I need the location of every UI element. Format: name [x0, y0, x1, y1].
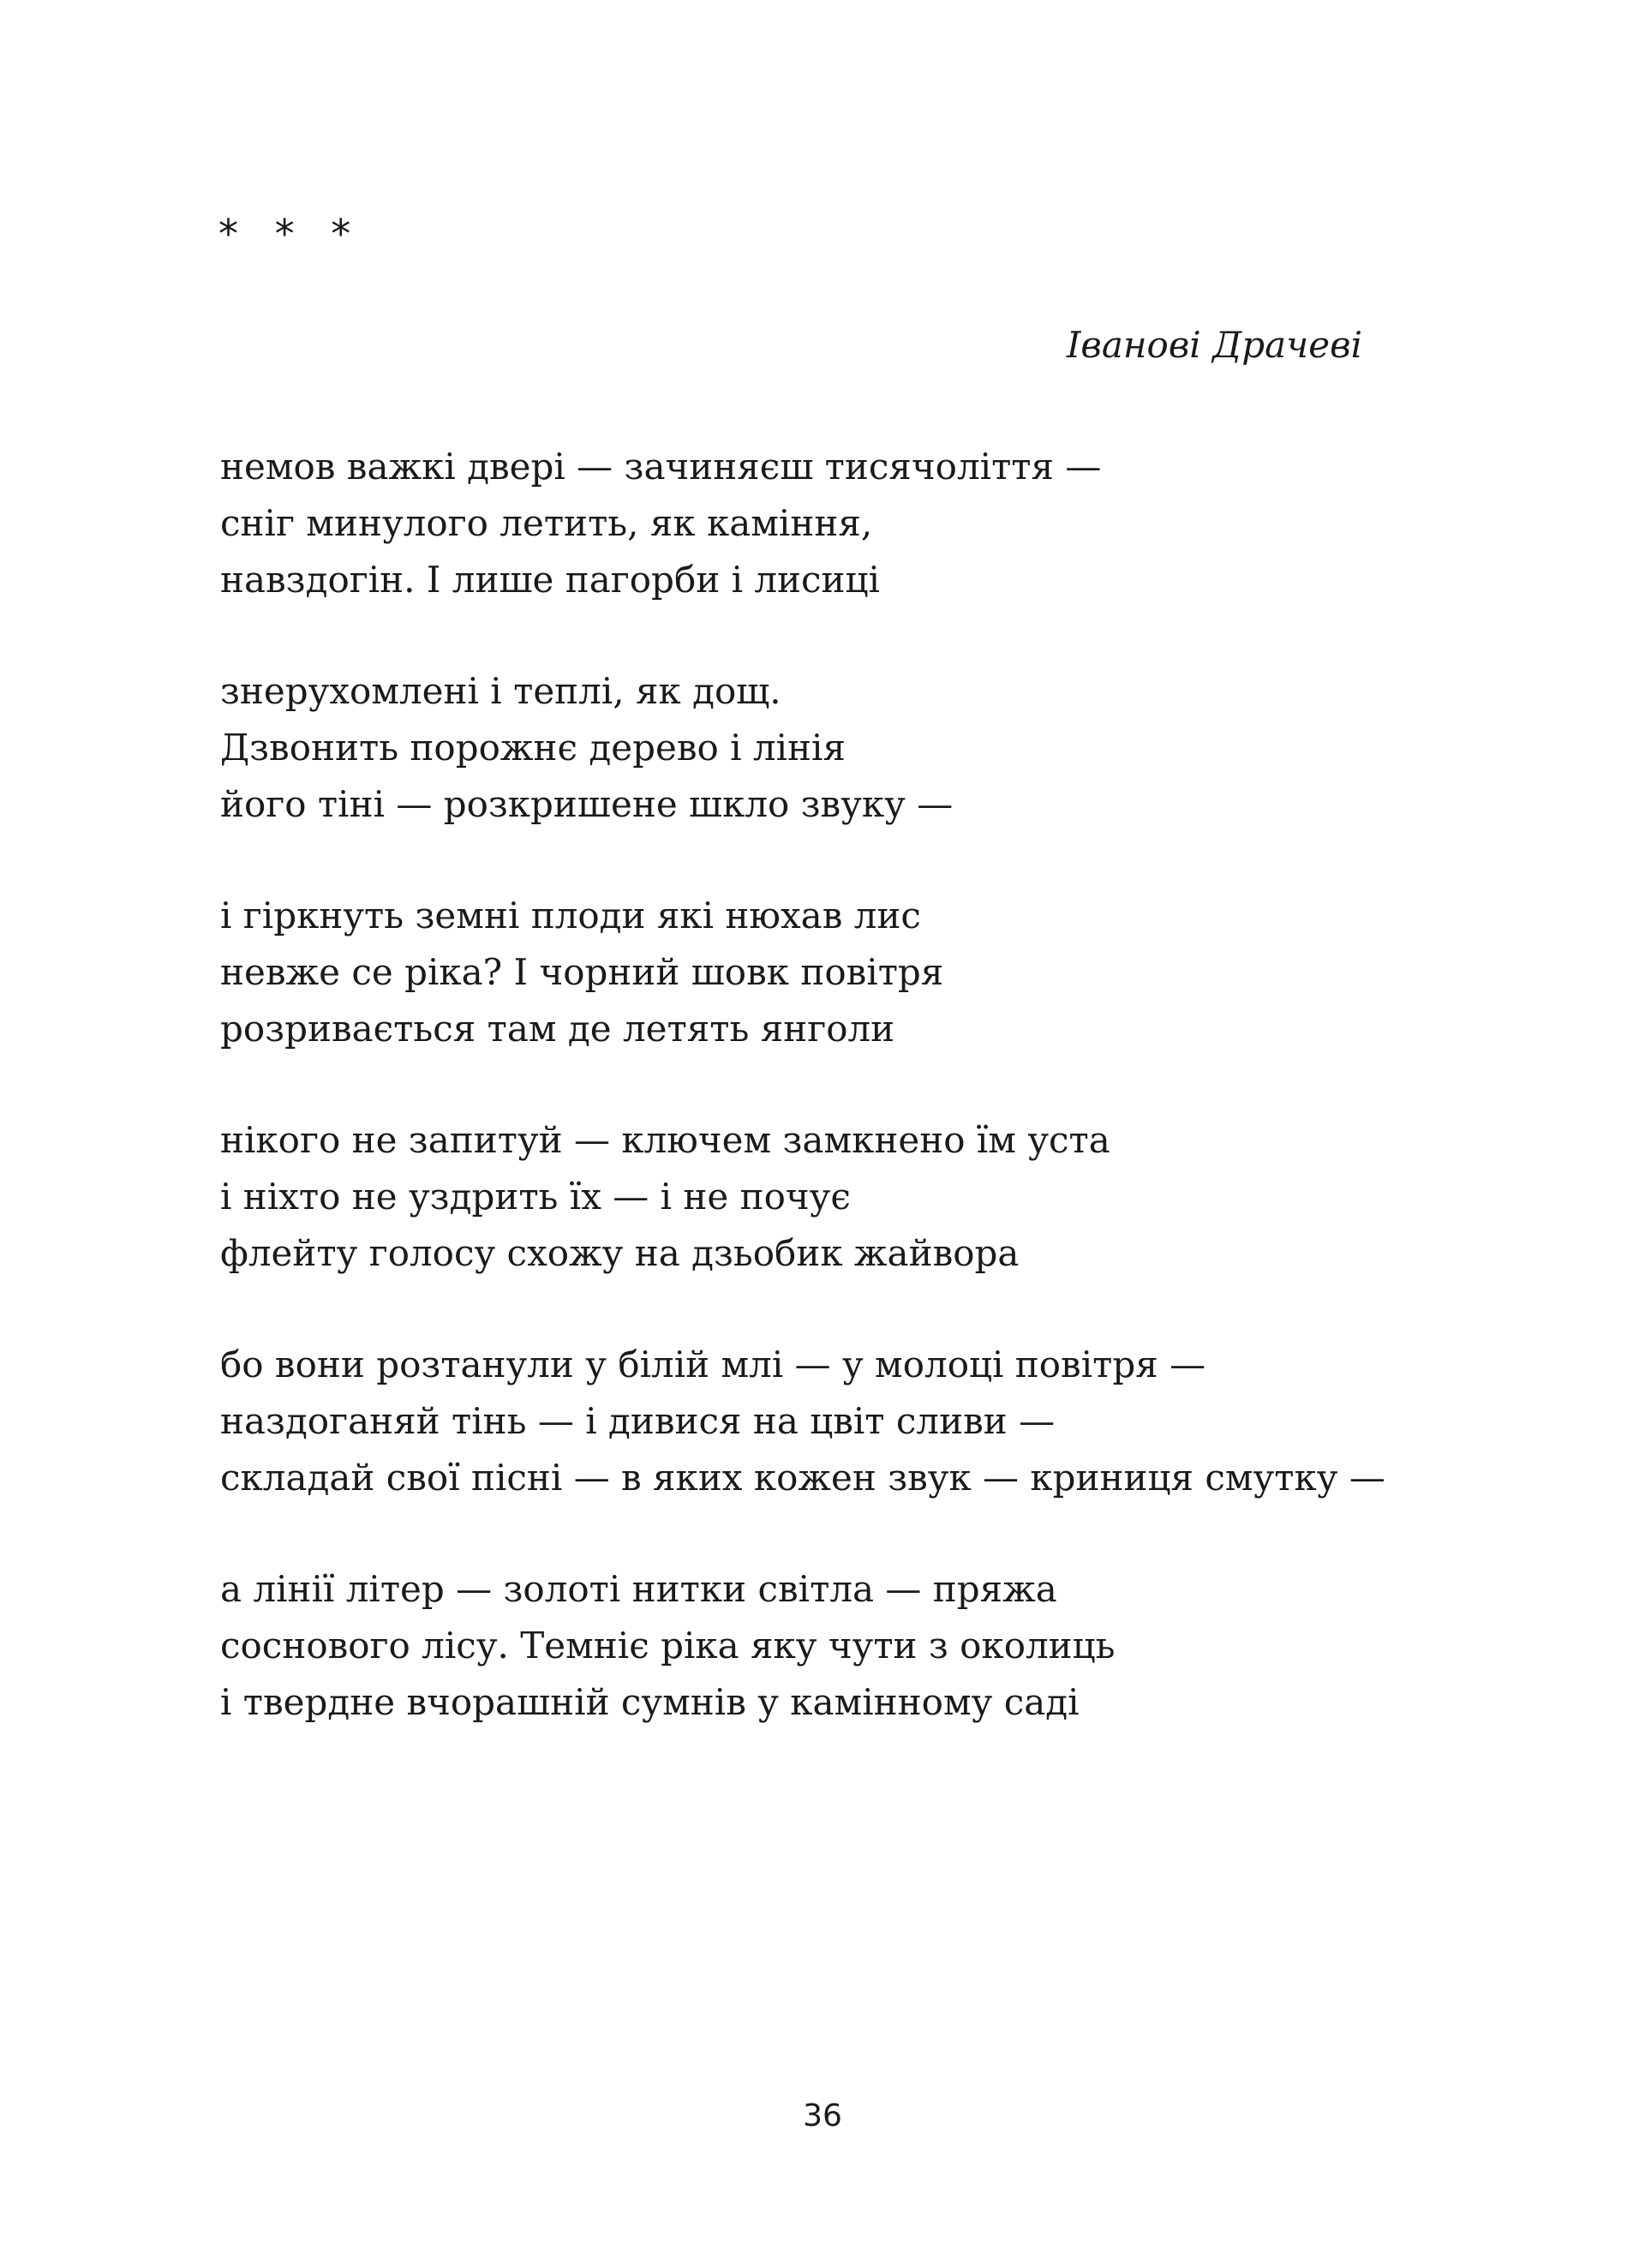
poem-line: і гіркнуть земні плоди які нюхав лис — [220, 895, 921, 937]
poem-line: його тіні — розкришене шкло звуку — — [220, 783, 954, 825]
poem-line: флейту голосу схожу на дзьобик жайвора — [220, 1232, 1020, 1274]
poem-line: немов важкі двері — зачиняєш тисячоліття — — [220, 446, 1102, 488]
stanza — [220, 663, 1463, 833]
poem-line: сніг минулого летить, як каміння, — [220, 502, 873, 544]
page-number: 36 — [803, 2098, 842, 2133]
poem-line: наздоганяй тінь — і дивися на цвіт сливи — — [220, 1400, 1056, 1442]
poem-line: соснового лісу. Темніє ріка яку чути з околиць — [220, 1625, 1116, 1667]
poem-line: і твердне вчорашній сумнів у камінному саді — [220, 1681, 1080, 1723]
asterism-divider: * * * — [218, 211, 363, 257]
stanza — [220, 1112, 1463, 1282]
poem-line: складай свої пісні — в яких кожен звук — криниця смутку — — [220, 1457, 1385, 1499]
poem-line: знерухомлені і теплі, як дощ. — [220, 670, 781, 712]
stanza — [220, 1337, 1463, 1506]
poem-dedication: Івановi Драчевi — [1066, 324, 1362, 366]
poem-line: Дзвонить порожнє дерево і лінія — [220, 727, 846, 769]
poem-line: невже се ріка? І чорний шовк повітря — [220, 951, 944, 993]
poem-line: нікого не запитуй — ключем замкнено їм уста — [220, 1119, 1110, 1161]
poem-line: розривається там де летять янголи — [220, 1008, 895, 1050]
poem-line: бо вони розтанули у білій млі — у молоці повітря — — [220, 1343, 1206, 1385]
poem-line: а лінії літер — золоті нитки світла — пряжа — [220, 1568, 1057, 1610]
stanza — [220, 888, 1463, 1057]
stanza — [220, 439, 1463, 608]
stanza — [220, 1561, 1463, 1731]
poem-line: навздогін. І лише пагорби і лисиці — [220, 559, 880, 601]
poem-body — [220, 439, 1463, 1786]
poem-line: і ніхто не уздрить їх — і не почує — [220, 1176, 851, 1218]
